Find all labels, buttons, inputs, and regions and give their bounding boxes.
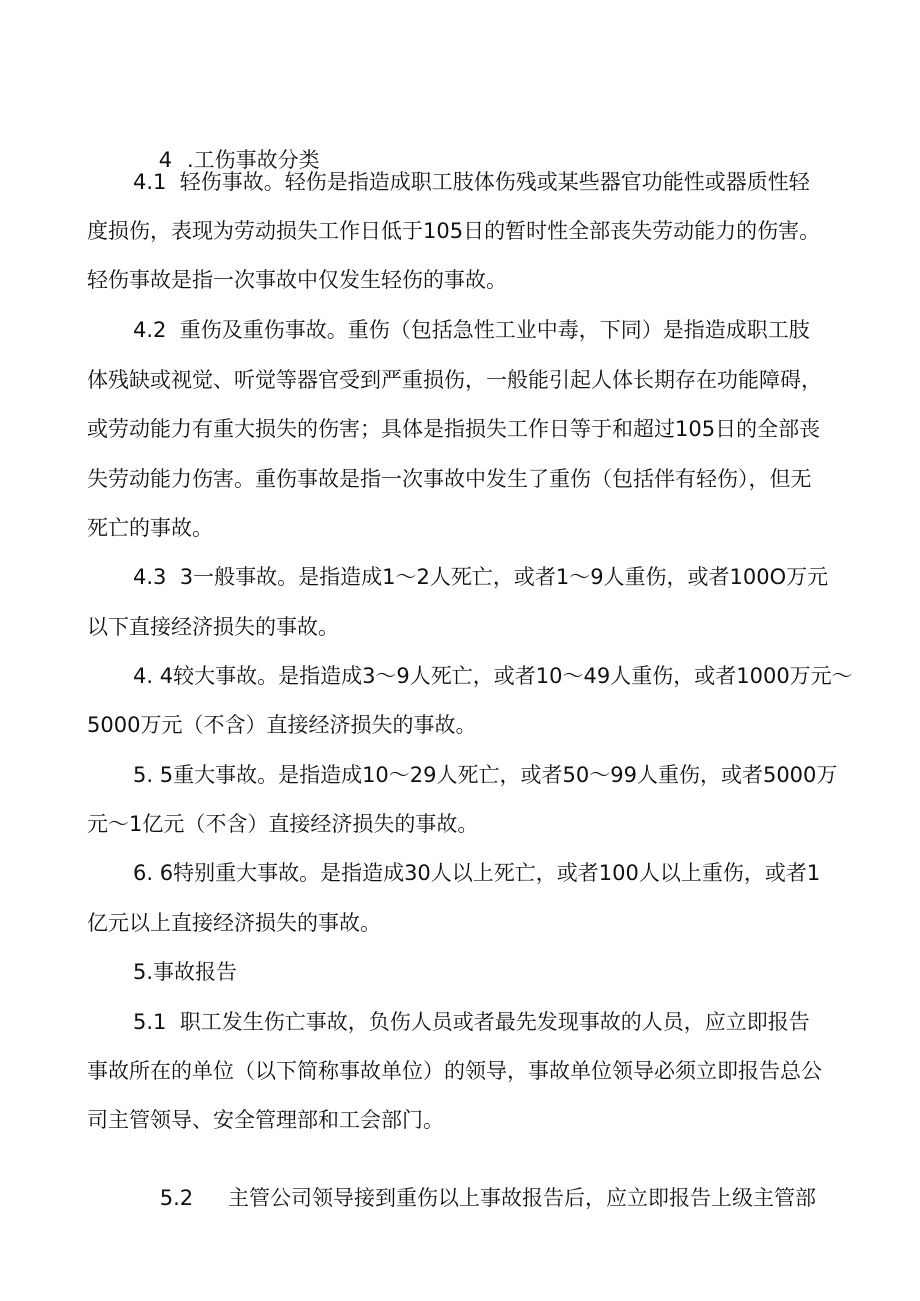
paragraph-line: 体残缺或视觉、听觉等器官受到严重损伤，一般能引起人体长期存在功能障碍，: [87, 368, 822, 392]
paragraph-line: 亿元以上直接经济损失的事故。: [87, 911, 381, 935]
paragraph-line-5-2: [133, 1156, 816, 1240]
paragraph-line: 事故所在的单位（以下简称事故单位）的领导，事故单位领导必须立即报告总公: [87, 1059, 822, 1083]
section-number: 4: [158, 148, 173, 172]
paragraph-line: 失劳动能力伤害。重伤事故是指一次事故中发生了重伤（包括伴有轻伤），但无: [87, 467, 812, 491]
section-5-heading: 5.事故报告: [133, 960, 238, 984]
clause-text: 主管公司领导接到重伤以上事故报告后，应立即报告上级主管部: [228, 1186, 816, 1210]
paragraph-line: 司主管领导、安全管理部和工会部门。: [87, 1108, 444, 1132]
paragraph-line: 死亡的事故。: [87, 516, 213, 540]
paragraph-line: 5.1 职工发生伤亡事故，负伤人员或者最先发现事故的人员，应立即报告: [133, 1010, 810, 1034]
paragraph-line: 4.1 轻伤事故。轻伤是指造成职工肢体伤残或某些器官功能性或器质性轻: [133, 170, 810, 194]
paragraph-line: 轻伤事故是指一次事故中仅发生轻伤的事故。: [87, 268, 507, 292]
section-title: .工伤事故分类: [187, 148, 320, 172]
paragraph-line: 元～1亿元（不含）直接经济损失的事故。: [87, 812, 479, 836]
paragraph-line: 度损伤，表现为劳动损失工作日低于105日的暂时性全部丧失劳动能力的伤害。: [87, 219, 821, 243]
paragraph-line: 6. 6特别重大事故。是指造成30人以上死亡，或者100人以上重伤，或者1: [133, 861, 821, 885]
paragraph-line: 以下直接经济损失的事故。: [87, 615, 339, 639]
clause-number: 5.2: [159, 1186, 194, 1210]
paragraph-line: 5. 5重大事故。是指造成10〜29人死亡，或者50〜99人重伤，或者5000万: [133, 763, 838, 787]
paragraph-line: 或劳动能力有重大损失的伤害；具体是指损失工作日等于和超过105日的全部丧: [87, 417, 821, 441]
paragraph-line: 4. 4较大事故。是指造成3〜9人死亡，或者10〜49人重伤，或者1000万元～: [133, 664, 853, 688]
paragraph-line: 4.3 3一般事故。是指造成1〜2人死亡，或者1〜9人重伤，或者100O万元: [133, 565, 829, 589]
paragraph-line: 5000万元（不含）直接经济损失的事故。: [87, 713, 477, 737]
paragraph-line: 4.2 重伤及重伤事故。重伤（包括急性工业中毒，下同）是指造成职工肢: [133, 318, 810, 342]
